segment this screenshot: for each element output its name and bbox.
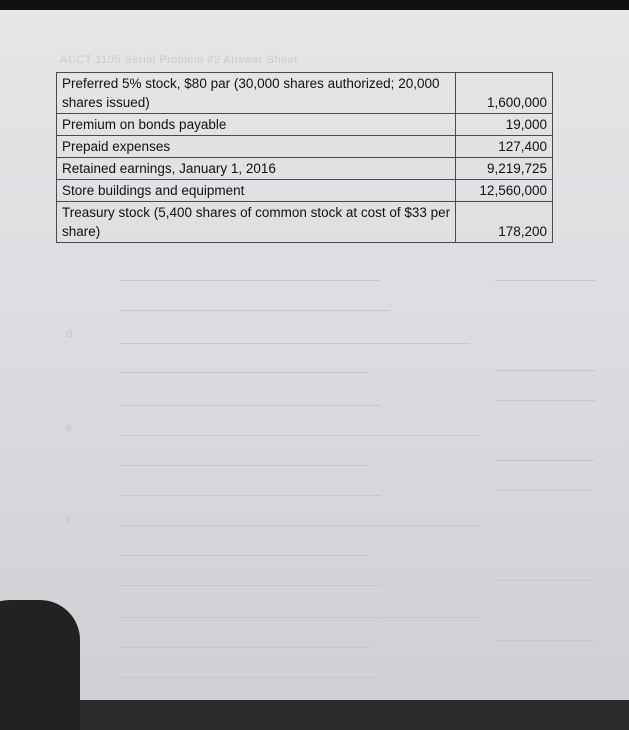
margin-mark-d: d <box>66 328 73 340</box>
ruled-line <box>120 405 380 406</box>
row-amount: 178,200 <box>456 202 553 243</box>
ruled-line <box>120 372 370 373</box>
margin-mark-f: f <box>66 515 70 527</box>
table-row <box>57 136 553 158</box>
ruled-line <box>495 370 595 371</box>
table-row <box>57 158 553 180</box>
finger-shadow <box>0 600 80 730</box>
ruled-line <box>120 647 370 648</box>
ruled-line <box>120 525 480 526</box>
table-row <box>57 202 553 243</box>
row-description: Treasury stock (5,400 shares of common stock at cost of $33 per share) <box>57 202 456 243</box>
ruled-line <box>120 465 370 466</box>
ruled-line <box>495 490 595 491</box>
ruled-line <box>120 677 380 678</box>
row-amount: 9,219,725 <box>456 158 553 180</box>
ruled-line <box>495 280 595 281</box>
top-dark-edge <box>0 0 629 10</box>
row-description: Premium on bonds payable <box>57 114 456 136</box>
ruled-line <box>120 343 470 344</box>
row-description: Store buildings and equipment <box>57 180 456 202</box>
table-row <box>57 73 553 114</box>
ruled-line <box>495 400 595 401</box>
row-description: Preferred 5% stock, $80 par (30,000 shares authorized; 20,000 shares issued) <box>57 73 456 114</box>
row-amount: 127,400 <box>456 136 553 158</box>
row-amount: 12,560,000 <box>456 180 553 202</box>
ruled-line <box>120 280 380 281</box>
ruled-line <box>120 585 380 586</box>
row-amount: 19,000 <box>456 114 553 136</box>
ruled-line <box>120 495 380 496</box>
ruled-line <box>120 310 390 311</box>
ruled-line <box>120 555 370 556</box>
ruled-line <box>120 617 480 618</box>
ruled-line <box>120 435 480 436</box>
faint-page-header: ACCT 1105 Serial Problem #2 Answer Sheet <box>60 54 298 66</box>
table-row <box>57 180 553 202</box>
table-row <box>57 114 553 136</box>
account-balances-table <box>56 72 553 243</box>
ruled-line <box>495 460 595 461</box>
ruled-line <box>495 640 595 641</box>
ruled-line <box>495 580 595 581</box>
row-amount: 1,600,000 <box>456 73 553 114</box>
row-description: Prepaid expenses <box>57 136 456 158</box>
row-description: Retained earnings, January 1, 2016 <box>57 158 456 180</box>
margin-mark-e: e <box>66 422 73 434</box>
